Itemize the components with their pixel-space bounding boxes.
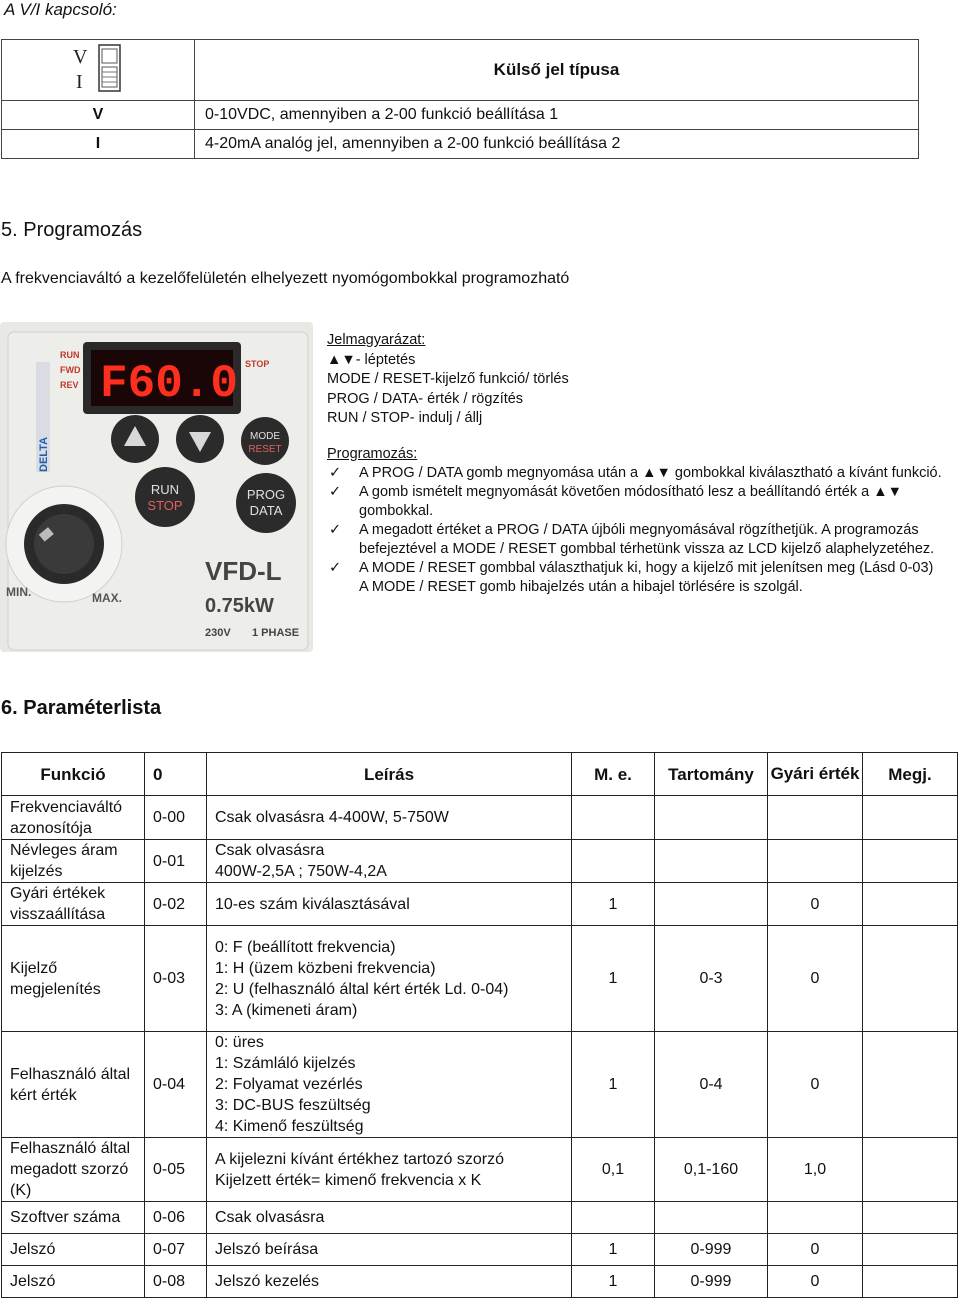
cell-unit: 0,1 <box>572 1138 655 1202</box>
cell-unit <box>572 840 655 883</box>
cell-range <box>655 883 768 926</box>
checkmark-icon: ✓ <box>329 484 342 500</box>
cell-unit: 1 <box>572 1032 655 1138</box>
cell-range: 0-4 <box>655 1032 768 1138</box>
programming-step <box>327 483 947 521</box>
parameter-table <box>1 752 958 1298</box>
table-row <box>2 1202 958 1234</box>
table-row <box>2 1138 958 1202</box>
cell-range: 0-999 <box>655 1234 768 1266</box>
cell-code: 0-04 <box>145 1032 207 1138</box>
switch-v-letter: V <box>73 45 88 68</box>
data-button-label: DATA <box>249 503 283 518</box>
header-code: 0 <box>145 753 207 796</box>
programming-step <box>327 464 947 483</box>
cell-range <box>655 840 768 883</box>
rev-indicator-label: REV <box>60 380 79 390</box>
cell-default: 0 <box>768 1266 863 1298</box>
legend-block <box>327 331 569 429</box>
cell-note <box>863 840 958 883</box>
led-display: F60.0 <box>100 358 239 410</box>
switch-symbol-cell <box>2 40 195 101</box>
brand-logo-text: DELTA <box>38 436 50 472</box>
cell-description: Csak olvasásra <box>207 1202 572 1234</box>
parameter-table-header <box>2 753 958 796</box>
cell-function: Kijelző megjelenítés <box>2 926 145 1032</box>
cell-default <box>768 1202 863 1234</box>
header-unit: M. e. <box>572 753 655 796</box>
programming-step-text: A megadott értéket a PROG / DATA újbóli megnyomásával rögzíthetjük. A programozás befejeztével a MODE / RESET gombbal térhetünk vissza az LCD kijelző alaphelyzetéhez. <box>359 522 935 557</box>
table-row <box>2 840 958 883</box>
section5-heading: 5. Programozás <box>1 219 143 241</box>
cell-range <box>655 796 768 840</box>
programming-title: Programozás: <box>327 446 418 462</box>
phase-rating: 1 PHASE <box>252 627 300 639</box>
cell-code: 0-00 <box>145 796 207 840</box>
model-name: VFD-L <box>205 556 282 586</box>
cell-range: 0,1-160 <box>655 1138 768 1202</box>
cell-default: 0 <box>768 883 863 926</box>
legend-item: PROG / DATA- érték / rögzítés <box>327 390 524 407</box>
vi-row-desc: 4-20mA analóg jel, amennyiben a 2-00 funkció beállítása 2 <box>195 130 919 159</box>
cell-unit <box>572 1202 655 1234</box>
cell-code: 0-05 <box>145 1138 207 1202</box>
checkmark-icon: ✓ <box>329 560 342 576</box>
cell-unit <box>572 796 655 840</box>
cell-default: 0 <box>768 1234 863 1266</box>
legend-item: RUN / STOP- indulj / állj <box>327 410 483 426</box>
header-function: Funkció <box>2 753 145 796</box>
cell-description: Jelszó kezelés <box>207 1266 572 1298</box>
checkmark-icon: ✓ <box>329 522 342 538</box>
legend-item: MODE / RESET-kijelző funkció/ törlés <box>327 371 569 387</box>
header-range: Tartomány <box>655 753 768 796</box>
cell-default: 0 <box>768 926 863 1032</box>
programming-step <box>327 578 947 597</box>
header-default: Gyári érték <box>768 753 863 796</box>
vi-switch-table <box>1 39 919 159</box>
programming-step-text: A MODE / RESET gombbal választhatjuk ki, hogy a kijelző mit jelenítsen meg (Lásd 0-03) <box>359 560 934 576</box>
prog-button-label: PROG <box>246 487 286 502</box>
reset-button-label: RESET <box>248 444 282 455</box>
table-row <box>2 1266 958 1298</box>
cell-note <box>863 1234 958 1266</box>
cell-default <box>768 796 863 840</box>
cell-code: 0-03 <box>145 926 207 1032</box>
programming-step-text: A gomb ismételt megnyomását követően módosítható lesz a beállítandó érték a ▲▼ gombokkal. <box>359 484 902 519</box>
cell-code: 0-08 <box>145 1266 207 1298</box>
cell-unit: 1 <box>572 1266 655 1298</box>
programming-step-text: A MODE / RESET gomb hibajelzés után a hibajel törlésére is szolgál. <box>359 579 803 595</box>
cell-unit: 1 <box>572 883 655 926</box>
power-rating: 0.75kW <box>205 595 274 617</box>
cell-description: 0: üres 1: Számláló kijelzés 2: Folyamat vezérlés 3: DC-BUS feszültség 4: Kimenő feszültség <box>207 1032 572 1138</box>
cell-description: A kijelezni kívánt értékhez tartozó szorzó Kijelzett érték= kimenő frekvencia x K <box>207 1138 572 1202</box>
section5-intro: A frekvenciaváltó a kezelőfelületén elhelyezett nyomógombokkal programozható <box>1 270 570 287</box>
programming-step-text: A PROG / DATA gomb megnyomása után a ▲▼ gombokkal kiválasztható a kívánt funkció. <box>359 465 942 481</box>
cell-function: Felhasználó által megadott szorzó (K) <box>2 1138 145 1202</box>
table-row <box>2 926 958 1032</box>
cell-function: Névleges áram kijelzés <box>2 840 145 883</box>
table-row <box>2 1032 958 1138</box>
cell-description: Csak olvasásra 400W-2,5A ; 750W-4,2A <box>207 840 572 883</box>
cell-code: 0-02 <box>145 883 207 926</box>
stop-button-label: STOP <box>147 498 183 513</box>
cell-description: Jelszó beírása <box>207 1234 572 1266</box>
knob-max-label: MAX. <box>92 591 122 605</box>
vi-row-symbol: V <box>2 101 195 130</box>
stop-indicator-label: STOP <box>245 359 270 369</box>
table-row <box>2 883 958 926</box>
table-row <box>2 796 958 840</box>
vi-row-desc: 0-10VDC, amennyiben a 2-00 funkció beállítása 1 <box>195 101 919 130</box>
cell-code: 0-06 <box>145 1202 207 1234</box>
cell-note <box>863 1032 958 1138</box>
cell-function: Felhasználó által kért érték <box>2 1032 145 1138</box>
programming-step <box>327 521 947 559</box>
cell-note <box>863 883 958 926</box>
cell-function: Szoftver száma <box>2 1202 145 1234</box>
fwd-indicator-label: FWD <box>60 365 81 375</box>
checkmark-icon: ✓ <box>329 465 342 481</box>
table-row <box>2 1234 958 1266</box>
switch-i-letter: I <box>76 70 83 93</box>
vi-row-symbol: I <box>2 130 195 159</box>
cell-function: Frekvenciaváltó azonosítója <box>2 796 145 840</box>
cell-unit: 1 <box>572 1234 655 1266</box>
cell-function: Jelszó <box>2 1234 145 1266</box>
run-indicator-label: RUN <box>60 350 80 360</box>
cell-range: 0-3 <box>655 926 768 1032</box>
cell-range <box>655 1202 768 1234</box>
cell-default: 0 <box>768 1032 863 1138</box>
cell-note <box>863 1202 958 1234</box>
legend-item: ▲▼- léptetés <box>327 351 416 368</box>
cell-code: 0-07 <box>145 1234 207 1266</box>
knob-min-label: MIN. <box>6 585 32 599</box>
cell-function: Jelszó <box>2 1266 145 1298</box>
vi-switch-icon <box>68 41 128 95</box>
cell-note <box>863 796 958 840</box>
cell-code: 0-01 <box>145 840 207 883</box>
vi-switch-title: A V/I kapcsoló: <box>4 0 117 19</box>
cell-description: 0: F (beállított frekvencia) 1: H (üzem közbeni frekvencia) 2: U (felhasználó által kért érték Ld. 0-04) 3: A (kimeneti áram) <box>207 926 572 1032</box>
legend-title: Jelmagyarázat: <box>327 332 426 348</box>
cell-range: 0-999 <box>655 1266 768 1298</box>
vi-table-header: Külső jel típusa <box>195 40 919 101</box>
keypad-photo <box>0 322 313 652</box>
run-button-label: RUN <box>150 482 180 497</box>
programming-steps <box>327 445 947 597</box>
header-description: Leírás <box>207 753 572 796</box>
cell-default: 1,0 <box>768 1138 863 1202</box>
cell-note <box>863 1266 958 1298</box>
voltage-rating: 230V <box>205 627 231 639</box>
cell-description: Csak olvasásra 4-400W, 5-750W <box>207 796 572 840</box>
cell-note <box>863 926 958 1032</box>
cell-function: Gyári értékek visszaállítása <box>2 883 145 926</box>
mode-button-label: MODE <box>250 431 280 442</box>
header-note: Megj. <box>863 753 958 796</box>
cell-default <box>768 840 863 883</box>
cell-unit: 1 <box>572 926 655 1032</box>
cell-note <box>863 1138 958 1202</box>
cell-description: 10-es szám kiválasztásával <box>207 883 572 926</box>
programming-step <box>327 559 947 578</box>
section6-heading: 6. Paraméterlista <box>1 697 162 719</box>
